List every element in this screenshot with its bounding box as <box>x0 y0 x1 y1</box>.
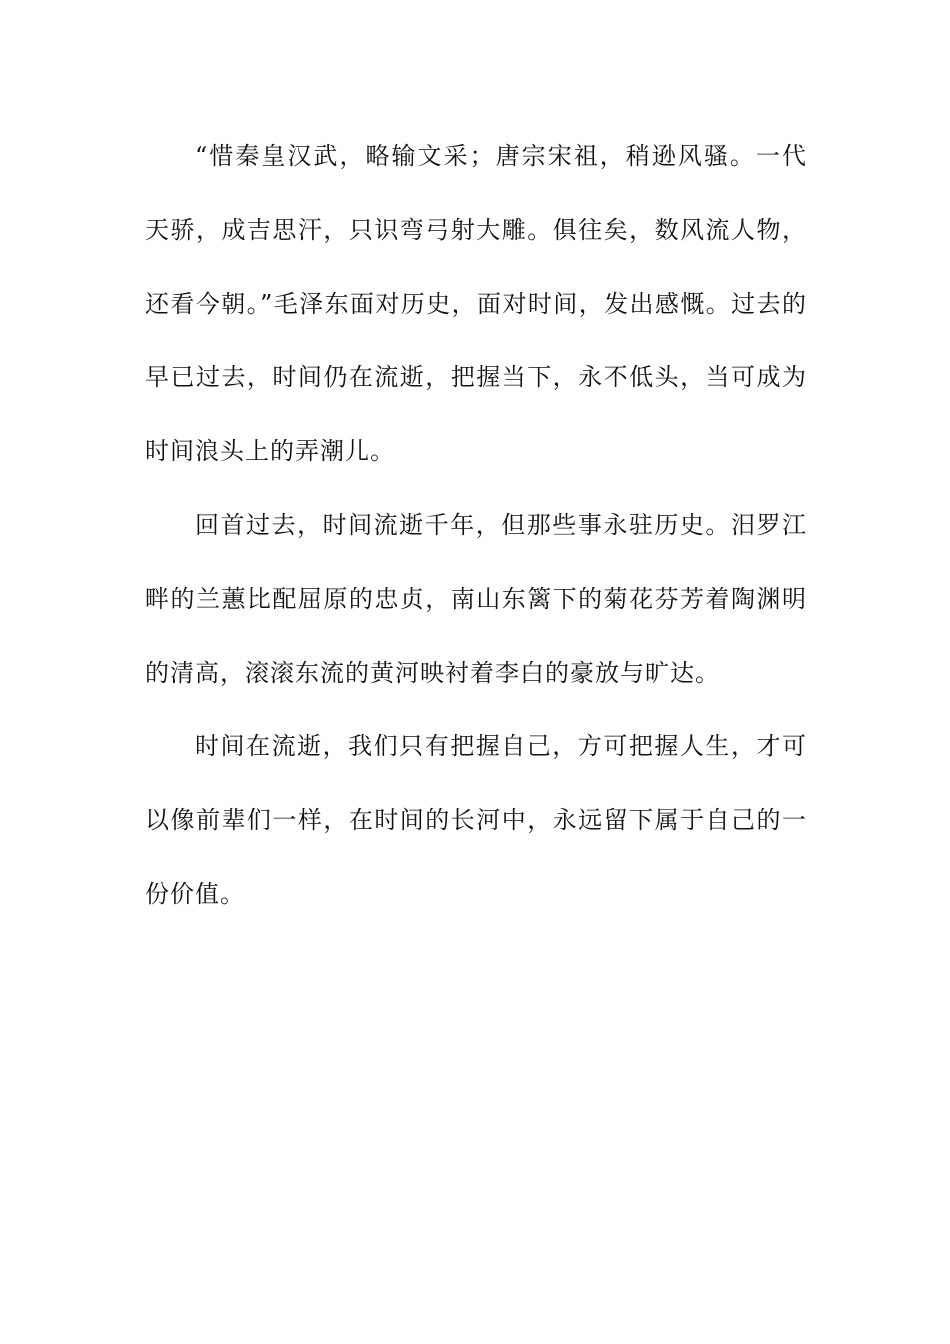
paragraph-1: “惜秦皇汉武，略输文采；唐宗宋祖，稍逊风骚。一代天骄，成吉思汗，只识弯弓射大雕。俱往矣，数风流人物，还看今朝。”毛泽东面对历史，面对时间，发出感慨。过去的早已过去，时间仍在流逝，把握当下，永不低头，当可成为时间浪头上的弄潮儿。 <box>145 142 807 466</box>
document-body <box>145 120 807 932</box>
paragraph-2: 回首过去，时间流逝千年，但那些事永驻历史。汨罗江畔的兰蕙比配屈原的忠贞，南山东篱下的菊花芬芳着陶渊明的清高，滚滚东流的黄河映衬着李白的豪放与旷达。 <box>145 510 807 687</box>
paragraph-3: 时间在流逝，我们只有把握自己，方可把握人生，才可以像前辈们一样，在时间的长河中，永远留下属于自己的一份价值。 <box>145 732 807 908</box>
